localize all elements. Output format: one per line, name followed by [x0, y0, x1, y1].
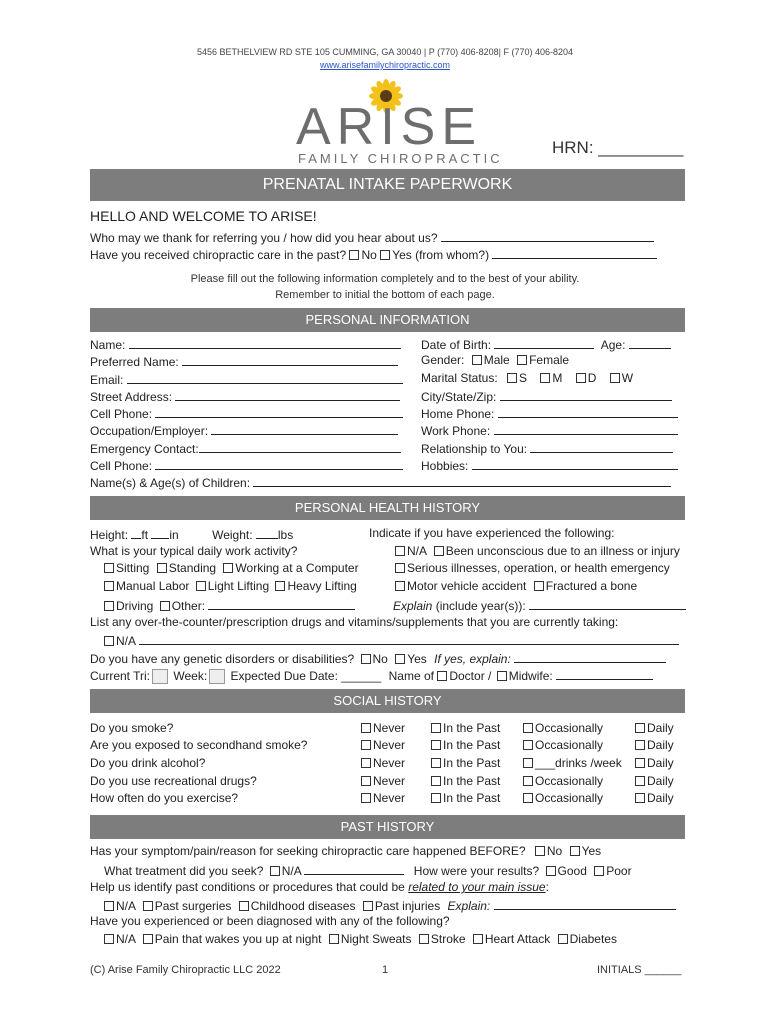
past-care-no-checkbox[interactable] [349, 250, 359, 260]
social-question: Do you drink alcohol? [90, 756, 206, 770]
children-input[interactable] [253, 474, 671, 487]
social-option-label: In the Past [443, 738, 501, 752]
social-option-checkbox[interactable] [523, 758, 533, 768]
social-history-heading: SOCIAL HISTORY [90, 689, 685, 713]
social-option-checkbox[interactable] [523, 723, 533, 733]
social-option-checkbox[interactable] [361, 758, 371, 768]
due-date-input[interactable]: ______ [341, 669, 382, 683]
initials-field[interactable]: INITIALS ______ [597, 964, 682, 976]
social-option [431, 774, 500, 788]
social-option-checkbox[interactable] [361, 723, 371, 733]
conditions-explain-input[interactable] [494, 897, 676, 910]
social-option-checkbox[interactable] [523, 740, 533, 750]
past-history-heading: PAST HISTORY [90, 815, 685, 839]
manual-labor-checkbox[interactable] [104, 581, 114, 591]
genetic-question: Do you have any genetic disorders or disabilities? [90, 652, 355, 666]
occupation-label: Occupation/Employer: [90, 424, 209, 438]
explain-years-input[interactable] [529, 597, 686, 610]
social-option-label: Never [373, 791, 406, 805]
childhood-diseases-checkbox[interactable] [239, 901, 249, 911]
past-care-whom-input[interactable] [492, 246, 657, 259]
instructions-line-1: Please fill out the following information completely and to the best of your ability. [190, 273, 580, 285]
referral-input[interactable] [441, 229, 654, 242]
social-option-label: In the Past [443, 774, 501, 788]
gender-label: Gender: [421, 353, 465, 367]
social-option-checkbox[interactable] [361, 793, 371, 803]
social-option [431, 738, 500, 752]
social-option [523, 791, 603, 805]
treatment-input[interactable] [304, 862, 404, 875]
social-option-checkbox[interactable] [431, 776, 441, 786]
cell-phone-2-input[interactable] [155, 457, 403, 470]
treatment-question: What treatment did you seek? [104, 864, 264, 878]
social-option-label: Never [373, 774, 406, 788]
name-input[interactable] [129, 336, 401, 349]
drugs-input[interactable] [139, 632, 679, 645]
cell-phone-label: Cell Phone: [90, 407, 153, 421]
social-option-label: Occasionally [535, 791, 604, 805]
dob-input[interactable] [494, 336, 594, 349]
social-option-label: Daily [647, 774, 674, 788]
gender-female-checkbox[interactable] [517, 355, 527, 365]
relationship-label: Relationship to You: [421, 442, 528, 456]
current-tri-label: Current Tri: [90, 669, 151, 683]
past-surgeries-checkbox[interactable] [143, 901, 153, 911]
social-option [635, 721, 674, 735]
social-option-label: Occasionally [535, 721, 604, 735]
hobbies-input[interactable] [472, 457, 678, 470]
social-option [523, 774, 603, 788]
results-poor-checkbox[interactable] [594, 866, 604, 876]
social-option [523, 738, 603, 752]
age-input[interactable] [629, 336, 671, 349]
social-option-checkbox[interactable] [431, 793, 441, 803]
social-option [361, 756, 405, 770]
marital-label: Marital Status: [421, 371, 498, 385]
height-ft-input[interactable] [131, 526, 141, 539]
social-option [361, 721, 405, 735]
heavy-lifting-checkbox[interactable] [275, 581, 285, 591]
indicate-question: Indicate if you have experienced the following: [369, 526, 615, 540]
social-option-label: Daily [647, 756, 674, 770]
email-input[interactable] [127, 371, 403, 384]
social-option-checkbox[interactable] [361, 740, 371, 750]
drugs-question: List any over-the-counter/prescription drugs and vitamins/supplements that you are currently taking: [90, 615, 619, 629]
light-lifting-checkbox[interactable] [196, 581, 206, 591]
height-in-input[interactable] [151, 526, 169, 539]
social-option-checkbox[interactable] [523, 776, 533, 786]
social-question: How often do you exercise? [90, 791, 239, 805]
drugs-na-checkbox[interactable] [104, 636, 114, 646]
doctor-checkbox[interactable] [437, 671, 447, 681]
week-input[interactable] [209, 669, 225, 684]
activity-question: What is your typical daily work activity? [90, 544, 298, 558]
home-phone-label: Home Phone: [421, 407, 495, 421]
social-option [431, 721, 500, 735]
social-option-checkbox[interactable] [523, 793, 533, 803]
social-option [431, 791, 500, 805]
hrn-field[interactable]: HRN: _________ [552, 138, 684, 157]
experience-na-checkbox[interactable] [395, 546, 405, 556]
social-option [523, 721, 603, 735]
social-option [361, 774, 405, 788]
before-yes-checkbox[interactable] [570, 846, 580, 856]
identify-question: Help us identify past conditions or procedures that could be related to your main issue: [90, 880, 549, 894]
height-label: Height: [90, 528, 129, 542]
form-title: PRENATAL INTAKE PAPERWORK [90, 169, 685, 201]
social-option-label: Daily [647, 791, 674, 805]
results-question: How were your results? [413, 864, 540, 878]
email-label: Email: [90, 373, 124, 387]
cell-phone-2-label: Cell Phone: [90, 459, 153, 473]
sitting-checkbox[interactable] [104, 563, 114, 573]
past-care-yes-checkbox[interactable] [380, 250, 390, 260]
page-number: 1 [382, 964, 389, 976]
city-input[interactable] [500, 388, 672, 401]
motor-accident-checkbox[interactable] [395, 581, 405, 591]
social-option-checkbox[interactable] [431, 758, 441, 768]
social-option-checkbox[interactable] [635, 740, 645, 750]
social-option-checkbox[interactable] [635, 758, 645, 768]
heart-attack-checkbox[interactable] [473, 934, 483, 944]
current-tri-input[interactable] [152, 669, 168, 684]
weight-label: Weight: [212, 528, 253, 542]
occupation-input[interactable] [211, 422, 398, 435]
clinic-address: 5456 BETHELVIEW RD STE 105 CUMMING, GA 30040 | P (770) 406-8208| F (770) 406-8204 [196, 47, 574, 57]
clinic-website-link[interactable]: www.arisefamilychiropractic.com [319, 60, 451, 70]
social-option [635, 774, 674, 788]
social-option-label: In the Past [443, 756, 501, 770]
logo-subtitle: FAMILY CHIROPRACTIC [298, 151, 503, 166]
social-option [635, 756, 674, 770]
other-activity-input[interactable] [208, 597, 355, 610]
social-option-checkbox[interactable] [635, 793, 645, 803]
emergency-contact-input[interactable] [199, 440, 401, 453]
city-label: City/State/Zip: [421, 390, 497, 404]
social-option-checkbox[interactable] [361, 776, 371, 786]
serious-illness-checkbox[interactable] [395, 563, 405, 573]
social-option [523, 756, 622, 770]
unconscious-checkbox[interactable] [434, 546, 444, 556]
social-option-checkbox[interactable] [635, 723, 645, 733]
marital-m-checkbox[interactable] [540, 373, 550, 383]
social-option-label: Never [373, 756, 406, 770]
social-option-label: Daily [647, 738, 674, 752]
midwife-checkbox[interactable] [497, 671, 507, 681]
diagnosed-na-checkbox[interactable] [104, 934, 114, 944]
fractured-bone-checkbox[interactable] [534, 581, 544, 591]
marital-d-checkbox[interactable] [576, 373, 586, 383]
social-option-label: Never [373, 721, 406, 735]
referral-question: Who may we thank for referring you / how did you hear about us? [90, 229, 654, 245]
name-label: Name: [90, 338, 126, 352]
age-label: Age: [600, 338, 626, 352]
before-no-checkbox[interactable] [535, 846, 545, 856]
work-phone-input[interactable] [494, 422, 678, 435]
street-label: Street Address: [90, 390, 173, 404]
social-option-checkbox[interactable] [431, 740, 441, 750]
night-sweats-checkbox[interactable] [329, 934, 339, 944]
work-phone-label: Work Phone: [421, 424, 491, 438]
marital-w-checkbox[interactable] [610, 373, 620, 383]
home-phone-input[interactable] [498, 405, 678, 418]
weight-input[interactable] [256, 526, 278, 539]
provider-name-input[interactable] [556, 667, 653, 680]
social-option [361, 791, 405, 805]
social-option [431, 756, 500, 770]
pain-night-checkbox[interactable] [143, 934, 153, 944]
week-label: Week: [173, 669, 208, 683]
stroke-checkbox[interactable] [419, 934, 429, 944]
standing-checkbox[interactable] [157, 563, 167, 573]
hobbies-label: Hobbies: [421, 459, 469, 473]
social-option-checkbox[interactable] [635, 776, 645, 786]
relationship-input[interactable] [530, 440, 673, 453]
past-injuries-checkbox[interactable] [363, 901, 373, 911]
social-option-label: Daily [647, 721, 674, 735]
social-option-label: Occasionally [535, 738, 604, 752]
social-option-label: In the Past [443, 721, 501, 735]
emergency-contact-label: Emergency Contact: [90, 442, 199, 456]
genetic-no-checkbox[interactable] [361, 654, 371, 664]
marital-s-checkbox[interactable] [507, 373, 517, 383]
logo-wordmark: ARISE [296, 98, 483, 156]
driving-checkbox[interactable] [104, 601, 114, 611]
social-option-label: ___drinks /week [535, 756, 622, 770]
social-question: Do you smoke? [90, 721, 174, 735]
working-computer-checkbox[interactable] [223, 563, 233, 573]
social-option-checkbox[interactable] [431, 723, 441, 733]
gender-male-checkbox[interactable] [472, 355, 482, 365]
treatment-na-checkbox[interactable] [270, 866, 280, 876]
street-input[interactable] [175, 388, 400, 401]
genetic-yes-checkbox[interactable] [395, 654, 405, 664]
footer-copyright: (C) Arise Family Chiropractic LLC 2022 [90, 964, 281, 976]
social-option-label: In the Past [443, 791, 501, 805]
results-good-checkbox[interactable] [546, 866, 556, 876]
genetic-explain-input[interactable] [514, 650, 666, 663]
explain-label: Explain [393, 599, 433, 613]
before-question: Has your symptom/pain/reason for seeking chiropractic care happened BEFORE? [90, 844, 526, 858]
cell-phone-input[interactable] [155, 405, 403, 418]
preferred-name-label: Preferred Name: [90, 355, 179, 369]
past-care-question: Have you received chiropractic care in the past? No Yes (from whom?) [90, 246, 657, 262]
welcome-heading: HELLO AND WELCOME TO ARISE! [90, 208, 317, 224]
diagnosed-question: Have you experienced or been diagnosed with any of the following? [90, 914, 450, 928]
social-option [361, 738, 405, 752]
conditions-na-checkbox[interactable] [104, 901, 114, 911]
children-label: Name(s) & Age(s) of Children: [90, 476, 251, 490]
due-date-label: Expected Due Date: [230, 669, 338, 683]
social-option [635, 791, 674, 805]
instructions-line-2: Remember to initial the bottom of each page. [275, 289, 495, 301]
personal-info-heading: PERSONAL INFORMATION [90, 308, 685, 332]
preferred-name-input[interactable] [182, 353, 398, 366]
social-option [635, 738, 674, 752]
social-question: Do you use recreational drugs? [90, 774, 257, 788]
social-option-label: Never [373, 738, 406, 752]
social-option-label: Occasionally [535, 774, 604, 788]
dob-label: Date of Birth: [421, 338, 492, 352]
social-question: Are you exposed to secondhand smoke? [90, 738, 308, 752]
other-activity-checkbox[interactable] [160, 601, 170, 611]
diabetes-checkbox[interactable] [558, 934, 568, 944]
health-history-heading: PERSONAL HEALTH HISTORY [90, 496, 685, 520]
